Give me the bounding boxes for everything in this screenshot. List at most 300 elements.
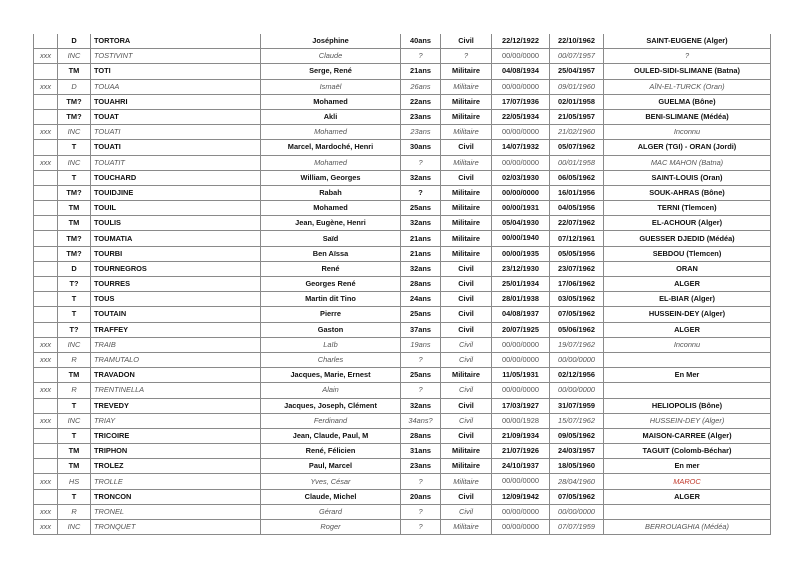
table-row — [34, 292, 771, 307]
flag-cell — [34, 368, 58, 383]
surname-cell: TOUAT — [91, 109, 261, 124]
first-names-cell: Saïd — [261, 231, 401, 246]
death-date-cell: 09/01/1960 — [550, 79, 604, 94]
place-cell: Inconnu — [604, 337, 771, 352]
place-cell: ? — [604, 49, 771, 64]
death-date-cell: 00/00/0000 — [550, 504, 604, 519]
death-date-cell: 03/05/1962 — [550, 292, 604, 307]
first-names-cell: Mohamed — [261, 155, 401, 170]
birth-date-cell: 00/00/1928 — [492, 413, 550, 428]
death-date-cell: 24/03/1957 — [550, 444, 604, 459]
death-date-cell: 22/07/1962 — [550, 216, 604, 231]
birth-date-cell: 28/01/1938 — [492, 292, 550, 307]
code-cell: INC — [58, 413, 91, 428]
code-cell: T — [58, 140, 91, 155]
table-row — [34, 170, 771, 185]
age-cell: ? — [401, 504, 441, 519]
surname-cell: TOUIDJINE — [91, 185, 261, 200]
status-cell: Civil — [441, 352, 492, 367]
status-cell: Militaire — [441, 94, 492, 109]
table-row — [34, 94, 771, 109]
surname-cell: TOTI — [91, 64, 261, 79]
surname-cell: TROLEZ — [91, 459, 261, 474]
surname-cell: TRONQUET — [91, 520, 261, 535]
surname-cell: TOUTAIN — [91, 307, 261, 322]
table-row — [34, 368, 771, 383]
place-cell: SOUK-AHRAS (Bône) — [604, 185, 771, 200]
birth-date-cell: 00/00/0000 — [492, 155, 550, 170]
age-cell: 25ans — [401, 201, 441, 216]
birth-date-cell: 17/07/1936 — [492, 94, 550, 109]
table-row — [34, 140, 771, 155]
flag-cell — [34, 322, 58, 337]
place-cell: BENI-SLIMANE (Médéa) — [604, 109, 771, 124]
status-cell: Civil — [441, 428, 492, 443]
age-cell: ? — [401, 474, 441, 489]
code-cell: INC — [58, 337, 91, 352]
flag-cell — [34, 459, 58, 474]
code-cell: T? — [58, 277, 91, 292]
first-names-cell: William, Georges — [261, 170, 401, 185]
table-row — [34, 109, 771, 124]
flag-cell — [34, 428, 58, 443]
code-cell: T — [58, 398, 91, 413]
register-table — [33, 34, 771, 535]
code-cell: T — [58, 428, 91, 443]
first-names-cell: Gérard — [261, 504, 401, 519]
age-cell: 32ans — [401, 398, 441, 413]
code-cell: TM — [58, 444, 91, 459]
place-cell: ALGER — [604, 277, 771, 292]
place-cell: MAC MAHON (Batna) — [604, 155, 771, 170]
code-cell: TM — [58, 64, 91, 79]
birth-date-cell: 11/05/1931 — [492, 368, 550, 383]
code-cell: TM — [58, 216, 91, 231]
first-names-cell: Roger — [261, 520, 401, 535]
flag-cell — [34, 398, 58, 413]
place-cell: MAISON-CARREE (Alger) — [604, 428, 771, 443]
code-cell: HS — [58, 474, 91, 489]
surname-cell: TRIPHON — [91, 444, 261, 459]
status-cell: Civil — [441, 140, 492, 155]
table-row — [34, 489, 771, 504]
death-date-cell: 31/07/1959 — [550, 398, 604, 413]
place-cell: En mer — [604, 459, 771, 474]
birth-date-cell: 00/00/0000 — [492, 79, 550, 94]
status-cell: Civil — [441, 383, 492, 398]
first-names-cell: Rabah — [261, 185, 401, 200]
age-cell: 34ans? — [401, 413, 441, 428]
birth-date-cell: 04/08/1934 — [492, 64, 550, 79]
flag-cell — [34, 170, 58, 185]
code-cell: TM? — [58, 231, 91, 246]
place-cell: TERNI (Tlemcen) — [604, 201, 771, 216]
surname-cell: TRONEL — [91, 504, 261, 519]
birth-date-cell: 17/03/1927 — [492, 398, 550, 413]
table-row — [34, 185, 771, 200]
surname-cell: TOUIL — [91, 201, 261, 216]
death-date-cell: 04/05/1956 — [550, 201, 604, 216]
age-cell: 21ans — [401, 231, 441, 246]
first-names-cell: Akli — [261, 109, 401, 124]
flag-cell — [34, 109, 58, 124]
surname-cell: TRICOIRE — [91, 428, 261, 443]
age-cell: 23ans — [401, 109, 441, 124]
flag-cell: xxx — [34, 520, 58, 535]
death-date-cell: 17/06/1962 — [550, 277, 604, 292]
status-cell: Militaire — [441, 246, 492, 261]
status-cell: Civil — [441, 489, 492, 504]
birth-date-cell: 05/04/1930 — [492, 216, 550, 231]
death-date-cell: 23/07/1962 — [550, 261, 604, 276]
place-cell: TAGUIT (Colomb-Béchar) — [604, 444, 771, 459]
status-cell: Militaire — [441, 125, 492, 140]
flag-cell: xxx — [34, 474, 58, 489]
birth-date-cell: 25/01/1934 — [492, 277, 550, 292]
place-cell: AÏN-EL-TURCK (Oran) — [604, 79, 771, 94]
surname-cell: TOUATI — [91, 125, 261, 140]
birth-date-cell: 22/05/1934 — [492, 109, 550, 124]
first-names-cell: Claude, Michel — [261, 489, 401, 504]
status-cell: Militaire — [441, 155, 492, 170]
place-cell: GUELMA (Bône) — [604, 94, 771, 109]
flag-cell: xxx — [34, 504, 58, 519]
code-cell: INC — [58, 125, 91, 140]
code-cell: T — [58, 307, 91, 322]
first-names-cell: Ben Aïssa — [261, 246, 401, 261]
first-names-cell: Alain — [261, 383, 401, 398]
place-cell: Inconnu — [604, 125, 771, 140]
death-date-cell: 21/05/1957 — [550, 109, 604, 124]
status-cell: Civil — [441, 261, 492, 276]
table-row — [34, 322, 771, 337]
surname-cell: TOUAA — [91, 79, 261, 94]
flag-cell — [34, 64, 58, 79]
age-cell: 37ans — [401, 322, 441, 337]
table-row — [34, 125, 771, 140]
table-row — [34, 474, 771, 489]
status-cell: Civil — [441, 413, 492, 428]
code-cell: TM? — [58, 246, 91, 261]
place-cell: SAINT-EUGENE (Alger) — [604, 34, 771, 49]
surname-cell: TRAFFEY — [91, 322, 261, 337]
surname-cell: TRENTINELLA — [91, 383, 261, 398]
table-row — [34, 49, 771, 64]
status-cell: Civil — [441, 337, 492, 352]
surname-cell: TOURBI — [91, 246, 261, 261]
age-cell: 30ans — [401, 140, 441, 155]
surname-cell: TRAMUTALO — [91, 352, 261, 367]
surname-cell: TOSTIVINT — [91, 49, 261, 64]
status-cell: Militaire — [441, 64, 492, 79]
status-cell: Civil — [441, 277, 492, 292]
death-date-cell: 06/05/1962 — [550, 170, 604, 185]
flag-cell — [34, 201, 58, 216]
register-rows — [34, 34, 771, 535]
table-row — [34, 64, 771, 79]
place-cell — [604, 504, 771, 519]
code-cell: T — [58, 489, 91, 504]
flag-cell: xxx — [34, 155, 58, 170]
status-cell: Civil — [441, 34, 492, 49]
place-cell: GUESSER DJEDID (Médéa) — [604, 231, 771, 246]
code-cell: R — [58, 352, 91, 367]
flag-cell: xxx — [34, 125, 58, 140]
age-cell: 32ans — [401, 261, 441, 276]
status-cell: Civil — [441, 170, 492, 185]
code-cell: R — [58, 504, 91, 519]
first-names-cell: Jacques, Joseph, Clément — [261, 398, 401, 413]
table-row — [34, 398, 771, 413]
age-cell: 31ans — [401, 444, 441, 459]
place-cell — [604, 352, 771, 367]
code-cell: TM — [58, 368, 91, 383]
first-names-cell: Mohamed — [261, 94, 401, 109]
first-names-cell: Jean, Eugène, Henri — [261, 216, 401, 231]
age-cell: 26ans — [401, 79, 441, 94]
status-cell: Militaire — [441, 474, 492, 489]
first-names-cell: René, Félicien — [261, 444, 401, 459]
place-cell: EL-ACHOUR (Alger) — [604, 216, 771, 231]
status-cell: Militaire — [441, 201, 492, 216]
table-row — [34, 352, 771, 367]
flag-cell: xxx — [34, 337, 58, 352]
code-cell: R — [58, 383, 91, 398]
birth-date-cell: 00/00/0000 — [492, 474, 550, 489]
place-cell: HUSSEIN-DEY (Alger) — [604, 413, 771, 428]
death-date-cell: 05/06/1962 — [550, 322, 604, 337]
status-cell: Civil — [441, 292, 492, 307]
place-cell: SEBDOU (Tlemcen) — [604, 246, 771, 261]
age-cell: ? — [401, 155, 441, 170]
place-cell: EL-BIAR (Alger) — [604, 292, 771, 307]
first-names-cell: Martin dit Tino — [261, 292, 401, 307]
birth-date-cell: 00/00/0000 — [492, 504, 550, 519]
code-cell: INC — [58, 49, 91, 64]
surname-cell: TRONCON — [91, 489, 261, 504]
surname-cell: TOUATI — [91, 140, 261, 155]
age-cell: 21ans — [401, 64, 441, 79]
flag-cell: xxx — [34, 413, 58, 428]
death-date-cell: 07/05/1962 — [550, 489, 604, 504]
birth-date-cell: 02/03/1930 — [492, 170, 550, 185]
table-row — [34, 337, 771, 352]
status-cell: Civil — [441, 322, 492, 337]
death-date-cell: 02/12/1956 — [550, 368, 604, 383]
first-names-cell: Mohamed — [261, 201, 401, 216]
table-row — [34, 444, 771, 459]
code-cell: TM — [58, 201, 91, 216]
table-row — [34, 34, 771, 49]
first-names-cell: Marcel, Mardoché, Henri — [261, 140, 401, 155]
place-cell: SAINT-LOUIS (Oran) — [604, 170, 771, 185]
first-names-cell: Jacques, Marie, Ernest — [261, 368, 401, 383]
birth-date-cell: 00/00/0000 — [492, 383, 550, 398]
flag-cell — [34, 246, 58, 261]
birth-date-cell: 00/00/1935 — [492, 246, 550, 261]
table-row — [34, 520, 771, 535]
surname-cell: TOUCHARD — [91, 170, 261, 185]
first-names-cell: Joséphine — [261, 34, 401, 49]
death-date-cell: 19/07/1962 — [550, 337, 604, 352]
age-cell: 21ans — [401, 246, 441, 261]
place-cell: ALGER — [604, 489, 771, 504]
code-cell: TM? — [58, 185, 91, 200]
place-cell: MAROC — [604, 474, 771, 489]
birth-date-cell: 14/07/1932 — [492, 140, 550, 155]
birth-date-cell: 00/00/0000 — [492, 125, 550, 140]
status-cell: Militaire — [441, 109, 492, 124]
flag-cell: xxx — [34, 79, 58, 94]
birth-date-cell: 24/10/1937 — [492, 459, 550, 474]
flag-cell: xxx — [34, 49, 58, 64]
table-row — [34, 383, 771, 398]
age-cell: 32ans — [401, 216, 441, 231]
table-row — [34, 79, 771, 94]
death-date-cell: 18/05/1960 — [550, 459, 604, 474]
birth-date-cell: 04/08/1937 — [492, 307, 550, 322]
code-cell: D — [58, 34, 91, 49]
status-cell: Militaire — [441, 79, 492, 94]
first-names-cell: Charles — [261, 352, 401, 367]
birth-date-cell: 22/12/1922 — [492, 34, 550, 49]
death-date-cell: 25/04/1957 — [550, 64, 604, 79]
age-cell: 28ans — [401, 428, 441, 443]
flag-cell: xxx — [34, 352, 58, 367]
first-names-cell: Jean, Claude, Paul, M — [261, 428, 401, 443]
table-row — [34, 216, 771, 231]
death-date-cell: 07/12/1961 — [550, 231, 604, 246]
birth-date-cell: 00/00/0000 — [492, 352, 550, 367]
birth-date-cell: 00/00/0000 — [492, 185, 550, 200]
flag-cell — [34, 94, 58, 109]
age-cell: 24ans — [401, 292, 441, 307]
status-cell: Militaire — [441, 216, 492, 231]
first-names-cell: Ismaël — [261, 79, 401, 94]
status-cell: ? — [441, 49, 492, 64]
age-cell: 20ans — [401, 489, 441, 504]
table-row — [34, 231, 771, 246]
birth-date-cell: 00/00/0000 — [492, 337, 550, 352]
first-names-cell: Claude — [261, 49, 401, 64]
table-row — [34, 504, 771, 519]
code-cell: TM — [58, 459, 91, 474]
surname-cell: TRAVADON — [91, 368, 261, 383]
flag-cell — [34, 277, 58, 292]
table-row — [34, 246, 771, 261]
age-cell: 28ans — [401, 277, 441, 292]
death-date-cell: 07/05/1962 — [550, 307, 604, 322]
first-names-cell: Pierre — [261, 307, 401, 322]
flag-cell — [34, 307, 58, 322]
surname-cell: TREVEDY — [91, 398, 261, 413]
first-names-cell: Gaston — [261, 322, 401, 337]
status-cell: Militaire — [441, 368, 492, 383]
birth-date-cell: 12/09/1942 — [492, 489, 550, 504]
death-date-cell: 00/07/1957 — [550, 49, 604, 64]
birth-date-cell: 20/07/1925 — [492, 322, 550, 337]
status-cell: Militaire — [441, 185, 492, 200]
place-cell: HUSSEIN-DEY (Alger) — [604, 307, 771, 322]
age-cell: 40ans — [401, 34, 441, 49]
place-cell: ORAN — [604, 261, 771, 276]
birth-date-cell: 00/00/1931 — [492, 201, 550, 216]
age-cell: ? — [401, 49, 441, 64]
code-cell: D — [58, 79, 91, 94]
table-row — [34, 201, 771, 216]
death-date-cell: 21/02/1960 — [550, 125, 604, 140]
code-cell: T — [58, 292, 91, 307]
table-row — [34, 277, 771, 292]
status-cell: Militaire — [441, 444, 492, 459]
death-date-cell: 07/07/1959 — [550, 520, 604, 535]
status-cell: Civil — [441, 504, 492, 519]
age-cell: 25ans — [401, 307, 441, 322]
birth-date-cell: 00/00/1940 — [492, 231, 550, 246]
age-cell: ? — [401, 185, 441, 200]
flag-cell — [34, 140, 58, 155]
place-cell: ALGER (TGI) - ORAN (Jordi) — [604, 140, 771, 155]
death-date-cell: 15/07/1962 — [550, 413, 604, 428]
code-cell: INC — [58, 155, 91, 170]
surname-cell: TRIAY — [91, 413, 261, 428]
surname-cell: TOUAHRI — [91, 94, 261, 109]
first-names-cell: Ferdinand — [261, 413, 401, 428]
age-cell: ? — [401, 520, 441, 535]
first-names-cell: Serge, René — [261, 64, 401, 79]
table-row — [34, 428, 771, 443]
table-row — [34, 261, 771, 276]
status-cell: Civil — [441, 307, 492, 322]
birth-date-cell: 00/00/0000 — [492, 520, 550, 535]
flag-cell — [34, 292, 58, 307]
first-names-cell: René — [261, 261, 401, 276]
surname-cell: TOUATIT — [91, 155, 261, 170]
age-cell: ? — [401, 383, 441, 398]
first-names-cell: Yves, César — [261, 474, 401, 489]
flag-cell — [34, 444, 58, 459]
code-cell: TM? — [58, 94, 91, 109]
surname-cell: TOURRES — [91, 277, 261, 292]
place-cell: En Mer — [604, 368, 771, 383]
status-cell: Militaire — [441, 231, 492, 246]
flag-cell — [34, 216, 58, 231]
surname-cell: TOUS — [91, 292, 261, 307]
age-cell: 23ans — [401, 459, 441, 474]
place-cell: OULED-SIDI-SLIMANE (Batna) — [604, 64, 771, 79]
code-cell: T — [58, 170, 91, 185]
place-cell — [604, 383, 771, 398]
death-date-cell: 16/01/1956 — [550, 185, 604, 200]
surname-cell: TORTORA — [91, 34, 261, 49]
surname-cell: TROLLE — [91, 474, 261, 489]
first-names-cell: Laïb — [261, 337, 401, 352]
death-date-cell: 05/05/1956 — [550, 246, 604, 261]
age-cell: 25ans — [401, 368, 441, 383]
flag-cell — [34, 489, 58, 504]
death-date-cell: 02/01/1958 — [550, 94, 604, 109]
code-cell: T? — [58, 322, 91, 337]
code-cell: INC — [58, 520, 91, 535]
surname-cell: TOULIS — [91, 216, 261, 231]
table-row — [34, 307, 771, 322]
death-date-cell: 09/05/1962 — [550, 428, 604, 443]
death-date-cell: 05/07/1962 — [550, 140, 604, 155]
first-names-cell: Mohamed — [261, 125, 401, 140]
place-cell: BERROUAGHIA (Médéa) — [604, 520, 771, 535]
age-cell: ? — [401, 352, 441, 367]
flag-cell: xxx — [34, 383, 58, 398]
